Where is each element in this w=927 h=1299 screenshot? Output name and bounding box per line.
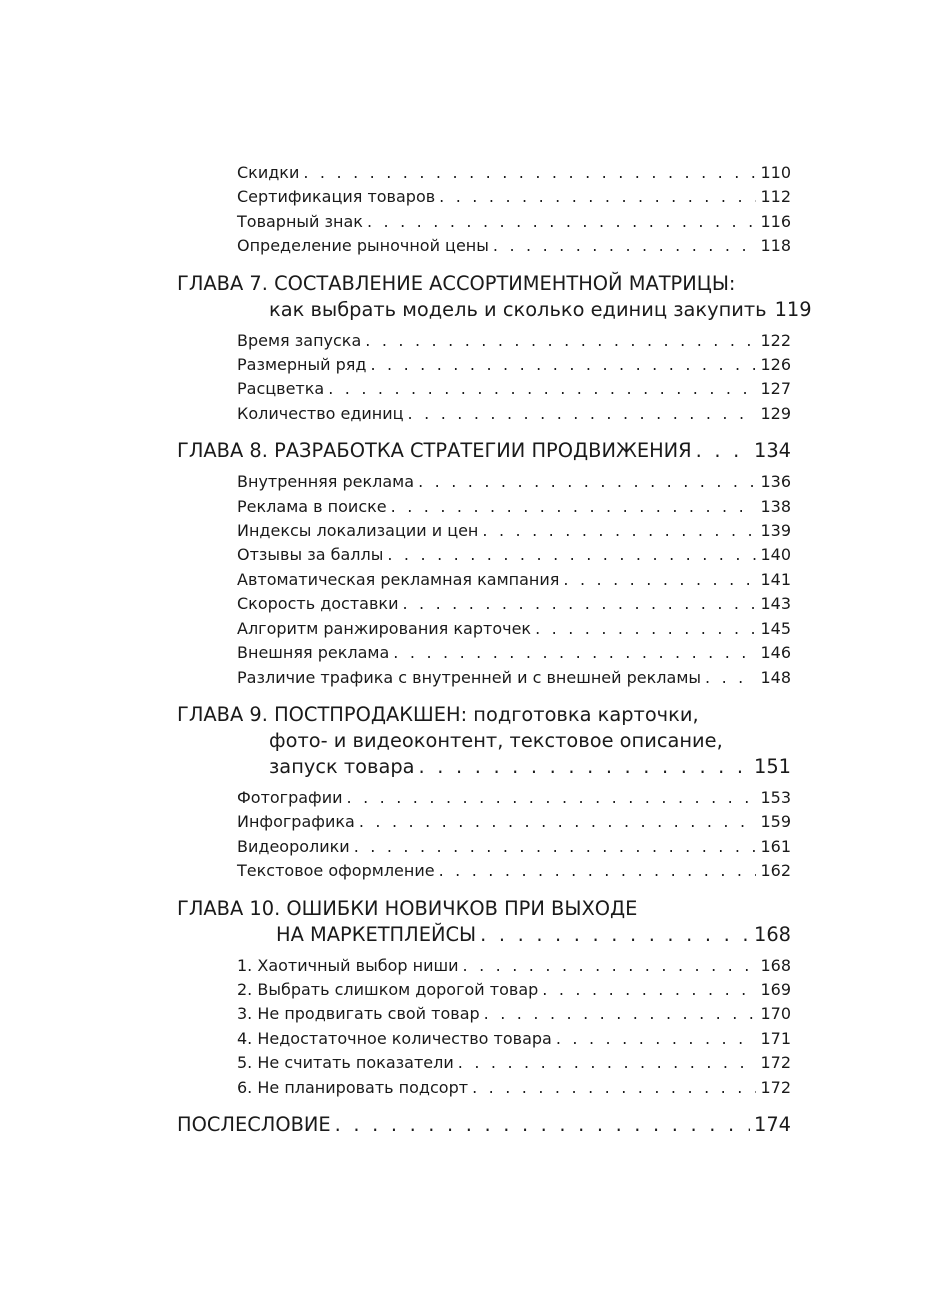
toc-entry bbox=[177, 617, 791, 641]
entry-title: Автоматическая рекламная кампания bbox=[237, 569, 560, 589]
chapter-10-heading bbox=[177, 896, 791, 948]
chapter-9-entries bbox=[177, 786, 791, 884]
chapter-10-entries bbox=[177, 954, 791, 1100]
dot-leader bbox=[354, 835, 757, 859]
chapter-page: 119 bbox=[774, 297, 812, 321]
toc-entry bbox=[177, 329, 791, 353]
toc-entry bbox=[177, 810, 791, 834]
dot-leader bbox=[493, 234, 757, 258]
entry-title: Внутренняя реклама bbox=[237, 472, 415, 492]
toc-entry bbox=[177, 978, 791, 1002]
entry-page: 169 bbox=[760, 979, 791, 999]
dot-leader bbox=[556, 1027, 757, 1051]
toc-entry bbox=[177, 234, 791, 258]
toc-entry bbox=[177, 161, 791, 185]
entry-page: 148 bbox=[760, 667, 791, 687]
entry-page: 136 bbox=[760, 472, 791, 492]
dot-leader bbox=[365, 329, 756, 353]
entry-page: 110 bbox=[760, 163, 791, 182]
entry-page: 112 bbox=[760, 187, 791, 207]
dot-leader bbox=[696, 438, 750, 464]
chapter-title-row bbox=[177, 297, 812, 323]
entry-page: 127 bbox=[760, 379, 791, 399]
toc-entry bbox=[177, 641, 791, 665]
dot-leader bbox=[391, 495, 757, 519]
entry-title: 6. Не планировать подсорт bbox=[237, 1077, 469, 1097]
entry-title: 5. Не считать показатели bbox=[237, 1053, 454, 1073]
chapter-title-line: ГЛАВА 8. РАЗРАБОТКА СТРАТЕГИИ ПРОДВИЖЕНИЯ bbox=[177, 439, 692, 463]
dot-leader bbox=[563, 568, 756, 592]
chapter-7-entries bbox=[177, 329, 791, 427]
toc-entry bbox=[177, 495, 791, 519]
entry-title: Сертификация товаров bbox=[237, 187, 436, 207]
entry-title: 4. Недостаточное количество товара bbox=[237, 1028, 552, 1048]
dot-leader bbox=[387, 543, 756, 567]
entry-page: 138 bbox=[760, 496, 791, 516]
entry-page: 129 bbox=[760, 403, 791, 423]
entry-title: Фотографии bbox=[237, 787, 343, 807]
entry-page: 145 bbox=[760, 618, 791, 638]
toc-entry bbox=[177, 185, 791, 209]
toc-entry bbox=[177, 519, 791, 543]
toc-entry bbox=[177, 835, 791, 859]
entry-page: 170 bbox=[760, 1004, 791, 1024]
dot-leader bbox=[458, 1051, 757, 1075]
chapter-title-row bbox=[177, 438, 791, 464]
chapter-title-row bbox=[177, 1112, 791, 1138]
toc-entry bbox=[177, 786, 791, 810]
entry-page: 126 bbox=[760, 355, 791, 375]
dot-leader bbox=[542, 978, 756, 1002]
entry-title: 1. Хаотичный выбор ниши bbox=[237, 955, 459, 975]
chapter-title-row bbox=[177, 922, 791, 948]
intro-entries bbox=[177, 161, 791, 259]
chapter-subtitle: запуск товара bbox=[269, 754, 415, 778]
entry-page: 159 bbox=[760, 812, 791, 832]
afterword-page: 174 bbox=[753, 1112, 791, 1136]
toc-entry bbox=[177, 568, 791, 592]
entry-title: Видеоролики bbox=[237, 836, 350, 856]
toc-entry bbox=[177, 470, 791, 494]
chapter-title-row bbox=[177, 754, 791, 780]
entry-title: Алгоритм ранжирования карточек bbox=[237, 618, 532, 638]
toc-entry bbox=[177, 353, 791, 377]
chapter-subtitle: как выбрать модель и сколько единиц закупить bbox=[269, 297, 767, 321]
dot-leader bbox=[335, 1112, 750, 1138]
toc-entry bbox=[177, 1076, 791, 1100]
dot-leader bbox=[463, 954, 757, 978]
entry-page: 140 bbox=[760, 545, 791, 565]
chapter-7-heading bbox=[177, 271, 812, 323]
toc-entry bbox=[177, 543, 791, 567]
chapter-page: 168 bbox=[753, 922, 791, 946]
dot-leader bbox=[419, 754, 750, 780]
entry-title: Размерный ряд bbox=[237, 355, 367, 375]
dot-leader bbox=[347, 786, 757, 810]
dot-leader bbox=[393, 641, 756, 665]
toc-entry bbox=[177, 210, 791, 234]
chapter-subtitle: НА МАРКЕТПЛЕЙСЫ bbox=[276, 922, 477, 946]
dot-leader bbox=[370, 353, 756, 377]
afterword-title: ПОСЛЕСЛОВИЕ bbox=[177, 1112, 331, 1136]
chapter-page: 134 bbox=[753, 439, 791, 463]
entry-title: Внешняя реклама bbox=[237, 643, 390, 663]
toc-entry bbox=[177, 1027, 791, 1051]
entry-page: 153 bbox=[760, 787, 791, 807]
chapter-9-heading bbox=[177, 702, 791, 780]
chapter-title-line: фото- и видеоконтент, текстовое описание, bbox=[269, 728, 723, 752]
entry-title: Определение рыночной цены bbox=[237, 236, 489, 256]
entry-page: 141 bbox=[760, 569, 791, 589]
afterword-heading bbox=[177, 1112, 791, 1138]
entry-title: Время запуска bbox=[237, 330, 362, 350]
dot-leader bbox=[439, 859, 757, 883]
entry-title: Текстовое оформление bbox=[237, 861, 435, 881]
chapter-8-entries bbox=[177, 470, 791, 690]
entry-page: 146 bbox=[760, 643, 791, 663]
dot-leader bbox=[303, 161, 756, 185]
dot-leader bbox=[359, 810, 757, 834]
entry-title: Скорость доставки bbox=[237, 594, 399, 614]
dot-leader bbox=[439, 185, 756, 209]
entry-page: 172 bbox=[760, 1053, 791, 1073]
dot-leader bbox=[408, 402, 757, 426]
toc-entry bbox=[177, 377, 791, 401]
entry-page: 168 bbox=[760, 955, 791, 975]
toc-entry bbox=[177, 666, 791, 690]
dot-leader bbox=[482, 519, 756, 543]
entry-page: 139 bbox=[760, 521, 791, 541]
dot-leader bbox=[402, 592, 756, 616]
toc-entry bbox=[177, 859, 791, 883]
entry-title: 3. Не продвигать свой товар bbox=[237, 1004, 480, 1024]
dot-leader bbox=[367, 210, 756, 234]
chapter-page: 151 bbox=[753, 754, 791, 778]
dot-leader bbox=[418, 470, 756, 494]
toc-entry bbox=[177, 1051, 791, 1075]
dot-leader bbox=[535, 617, 756, 641]
entry-page: 118 bbox=[760, 236, 791, 256]
chapter-title-line: ГЛАВА 10. ОШИБКИ НОВИЧКОВ ПРИ ВЫХОДЕ bbox=[177, 896, 638, 920]
dot-leader bbox=[480, 922, 750, 948]
entry-title: Отзывы за баллы bbox=[237, 545, 384, 565]
toc-entry bbox=[177, 954, 791, 978]
entry-title: Скидки bbox=[237, 163, 300, 182]
entry-title: Различие трафика с внутренней и с внешней рекламы bbox=[237, 667, 702, 687]
dot-leader bbox=[484, 1002, 757, 1026]
toc-entry bbox=[177, 592, 791, 616]
entry-page: 116 bbox=[760, 211, 791, 231]
table-of-contents bbox=[177, 161, 812, 1138]
chapter-title-line: ГЛАВА 7. СОСТАВЛЕНИЕ АССОРТИМЕНТНОЙ МАТРИЦЫ: bbox=[177, 271, 736, 295]
entry-title: Количество единиц bbox=[237, 403, 404, 423]
entry-title: Инфографика bbox=[237, 812, 355, 832]
entry-page: 171 bbox=[760, 1028, 791, 1048]
entry-page: 122 bbox=[760, 330, 791, 350]
entry-title: Индексы локализации и цен bbox=[237, 521, 479, 541]
entry-page: 162 bbox=[760, 861, 791, 881]
toc-entry bbox=[177, 402, 791, 426]
entry-title: Расцветка bbox=[237, 379, 325, 399]
entry-title: Товарный знак bbox=[237, 211, 363, 231]
entry-page: 161 bbox=[760, 836, 791, 856]
entry-title: Реклама в поиске bbox=[237, 496, 387, 516]
entry-title: 2. Выбрать слишком дорогой товар bbox=[237, 979, 539, 999]
dot-leader bbox=[705, 666, 756, 690]
entry-page: 172 bbox=[760, 1077, 791, 1097]
chapter-8-heading bbox=[177, 438, 791, 464]
entry-page: 143 bbox=[760, 594, 791, 614]
toc-entry bbox=[177, 1002, 791, 1026]
chapter-title-line: ГЛАВА 9. ПОСТПРОДАКШЕН: подготовка карточки, bbox=[177, 702, 699, 726]
dot-leader bbox=[472, 1076, 756, 1100]
dot-leader bbox=[328, 377, 756, 401]
